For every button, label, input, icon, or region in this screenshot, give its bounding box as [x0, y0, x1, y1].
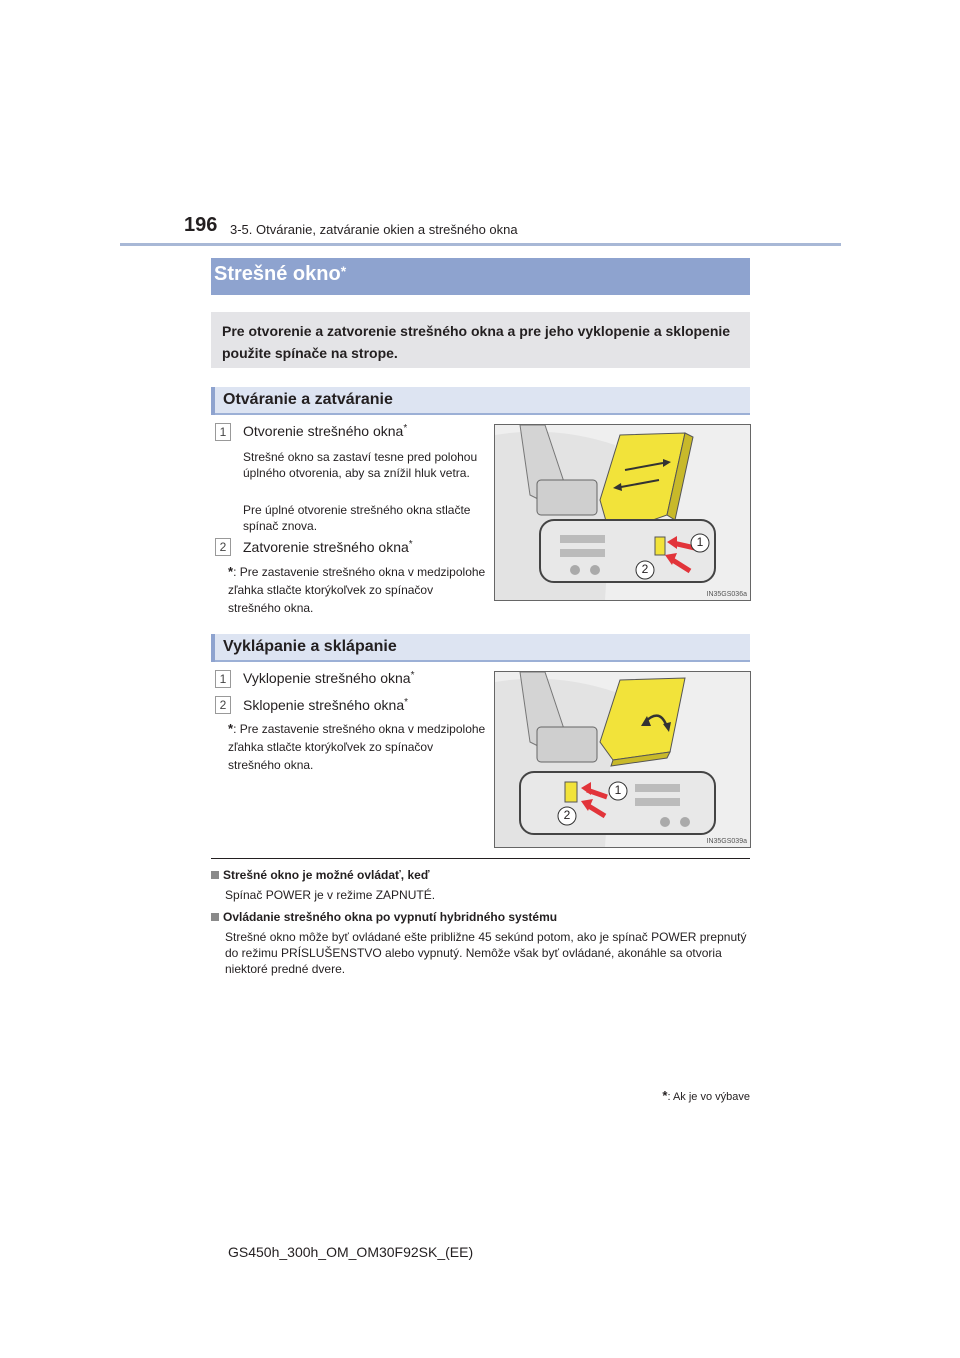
section-title-text: Strešné okno	[214, 263, 341, 285]
item-open-title	[243, 423, 407, 439]
callout-2: 2	[563, 808, 571, 822]
note-tilt	[228, 720, 486, 774]
sunroof-open-close-illustration	[495, 425, 750, 600]
item-tilt-up-title	[243, 670, 415, 686]
section-title	[214, 263, 346, 286]
item-tilt-down-title	[243, 697, 408, 713]
figure-code: IN35GS039a	[706, 838, 747, 845]
note-after-system-off	[211, 910, 750, 977]
item-open-body-2: Pre úplné otvorenie strešného okna stlačte spínač znova.	[243, 503, 471, 533]
header-rule	[120, 243, 841, 246]
note-text: : Pre zastavenie strešného okna v medzipolohe zľahka stlačte ktorýkoľvek zo spínačov strešného okna.	[228, 565, 486, 615]
notes-rule	[211, 858, 750, 859]
subsection-open-close	[211, 387, 750, 415]
item-tilt-up-title-text: Vyklopenie strešného okna	[243, 670, 411, 686]
note-text: : Pre zastavenie strešného okna v medzipolohe zľahka stlačte ktorýkoľvek zo spínačov strešného okna.	[228, 722, 486, 772]
step-number-2: 2	[215, 538, 231, 556]
optional-equipment-star: *	[340, 263, 347, 279]
subsection-accent	[211, 387, 215, 415]
sunroof-tilt-illustration	[495, 672, 750, 847]
item-star: *	[410, 670, 415, 681]
note-heading	[211, 910, 750, 924]
note-heading	[211, 868, 750, 882]
callout-1: 1	[696, 535, 704, 549]
note-operable-when	[211, 868, 750, 903]
footnote	[662, 1088, 750, 1103]
figure-tilt	[494, 671, 751, 848]
item-star: *	[403, 423, 408, 434]
callout-1: 1	[614, 783, 622, 797]
subsection-title: Otváranie a zatváranie	[223, 391, 393, 408]
page-number: 196	[184, 214, 218, 236]
note-star: *	[228, 721, 234, 736]
item-open-title-text: Otvorenie strešného okna	[243, 423, 404, 439]
note-body: Strešné okno môže byť ovládané ešte približne 45 sekúnd potom, ako je spínač POWER prepnutý do režimu PRÍSLUŠENSTVO alebo vypnutý. Nemôže však byť ovládané, akonáhle sa otvoria niektoré predné dvere.	[225, 930, 747, 976]
subsection-tilt	[211, 634, 750, 662]
step-number-2: 2	[215, 696, 231, 714]
note-star: *	[228, 564, 234, 579]
callout-2: 2	[641, 562, 649, 576]
item-tilt-down-title-text: Sklopenie strešného okna	[243, 697, 405, 713]
figure-open-close	[494, 424, 751, 601]
subsection-accent	[211, 634, 215, 662]
figure-code: IN35GS036a	[706, 591, 747, 598]
note-heading-text: Ovládanie strešného okna po vypnutí hybridného systému	[223, 910, 558, 924]
step-number-1: 1	[215, 670, 231, 688]
footnote-star: *	[662, 1088, 668, 1103]
square-bullet-icon	[211, 871, 219, 879]
intro-text: Pre otvorenie a zatvorenie strešného okna a pre jeho vyklopenie a sklopenie použite spínače na strope.	[222, 323, 731, 361]
item-star: *	[408, 539, 413, 550]
footnote-text: : Ak je vo výbave	[667, 1091, 750, 1103]
item-close-title-text: Zatvorenie strešného okna	[243, 539, 409, 555]
note-heading-text: Strešné okno je možné ovládať, keď	[223, 868, 430, 882]
item-star: *	[404, 697, 409, 708]
document-code: GS450h_300h_OM_OM30F92SK_(EE)	[228, 1244, 474, 1260]
item-close-title	[243, 539, 413, 555]
item-open-body-1: Strešné okno sa zastaví tesne pred polohou úplného otvorenia, aby sa znížil hluk vetra.	[243, 450, 478, 480]
chapter-title: 3-5. Otváranie, zatváranie okien a strešného okna	[230, 222, 518, 237]
subsection-title: Vyklápanie a sklápanie	[223, 638, 397, 655]
note-body: Spínač POWER je v režime ZAPNUTÉ.	[225, 888, 436, 902]
note-open-close	[228, 563, 486, 617]
square-bullet-icon	[211, 913, 219, 921]
step-number-1: 1	[215, 423, 231, 441]
